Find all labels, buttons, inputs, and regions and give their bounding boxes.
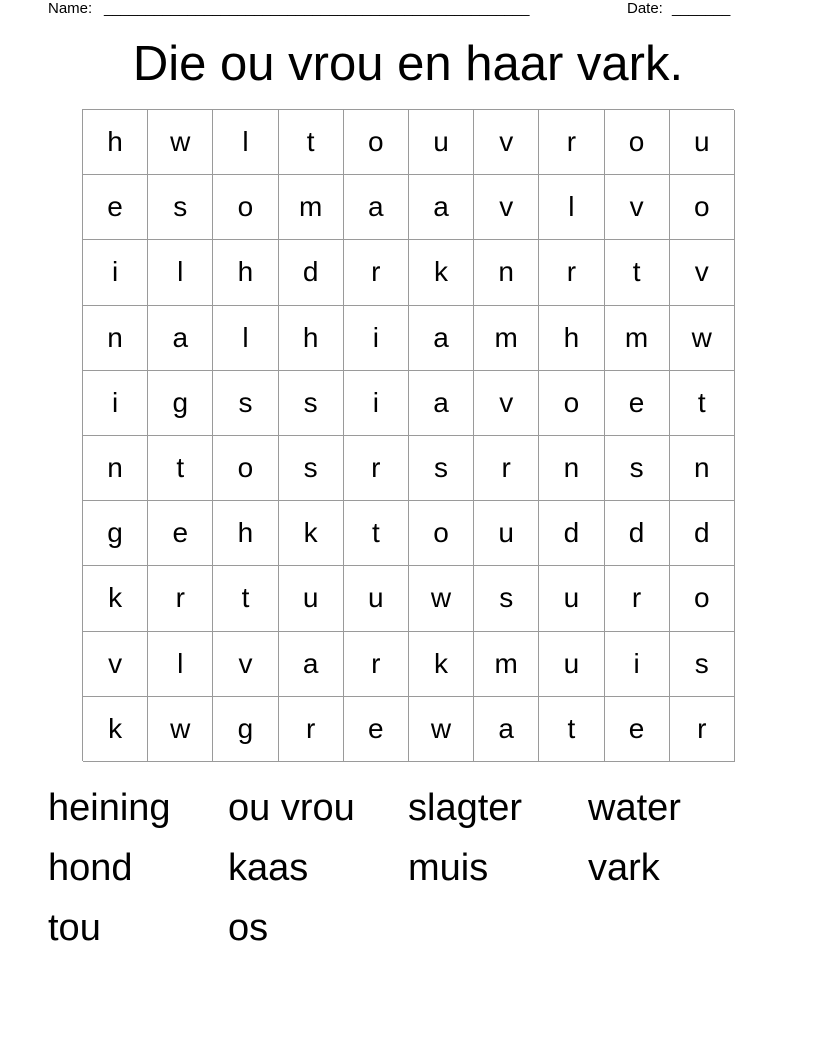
word-list-item: ou vrou (228, 787, 355, 829)
grid-cell[interactable]: s (148, 175, 213, 240)
word-search-grid (82, 109, 734, 761)
grid-cell[interactable]: r (605, 566, 670, 631)
grid-cell[interactable]: l (539, 175, 604, 240)
grid-cell[interactable]: r (344, 240, 409, 305)
grid-cell[interactable]: d (279, 240, 344, 305)
grid-cell[interactable]: e (344, 697, 409, 762)
grid-cell[interactable]: r (148, 566, 213, 631)
grid-cell[interactable]: n (83, 436, 148, 501)
grid-cell[interactable]: a (409, 371, 474, 436)
word-list-item: os (228, 907, 269, 949)
grid-cell[interactable]: g (148, 371, 213, 436)
grid-cell[interactable]: h (279, 306, 344, 371)
grid-cell[interactable]: w (148, 110, 213, 175)
header-line (48, 0, 748, 20)
word-list-item: water (588, 787, 681, 829)
grid-cell[interactable]: e (148, 501, 213, 566)
grid-cell[interactable]: o (670, 566, 735, 631)
grid-cell[interactable]: k (409, 632, 474, 697)
grid-cell[interactable]: h (213, 501, 278, 566)
grid-cell[interactable]: s (213, 371, 278, 436)
date-blank-line[interactable]: _______ (672, 0, 731, 17)
word-list-item: muis (408, 847, 489, 889)
grid-cell[interactable]: t (344, 501, 409, 566)
grid-cell[interactable]: h (539, 306, 604, 371)
grid-cell[interactable]: l (148, 240, 213, 305)
grid-cell[interactable]: l (213, 306, 278, 371)
grid-cell[interactable]: k (83, 566, 148, 631)
grid-cell[interactable]: w (409, 566, 474, 631)
word-list-item: tou (48, 907, 101, 949)
grid-cell[interactable]: v (670, 240, 735, 305)
grid-cell[interactable]: m (474, 632, 539, 697)
grid-cell[interactable]: r (279, 697, 344, 762)
grid-cell[interactable]: v (474, 110, 539, 175)
grid-cell[interactable]: d (670, 501, 735, 566)
grid-cell[interactable]: s (409, 436, 474, 501)
grid-cell[interactable]: i (83, 240, 148, 305)
grid-cell[interactable]: u (474, 501, 539, 566)
grid-cell[interactable]: d (605, 501, 670, 566)
grid-cell[interactable]: m (605, 306, 670, 371)
grid-cell[interactable]: n (670, 436, 735, 501)
grid-cell[interactable]: l (213, 110, 278, 175)
grid-cell[interactable]: n (539, 436, 604, 501)
grid-cell[interactable]: t (670, 371, 735, 436)
page-title: Die ou vrou en haar vark. (132, 37, 684, 91)
grid-cell[interactable]: m (279, 175, 344, 240)
grid-cell[interactable]: t (539, 697, 604, 762)
grid-cell[interactable]: n (474, 240, 539, 305)
word-list-item: slagter (408, 787, 523, 829)
grid-cell[interactable]: w (409, 697, 474, 762)
grid-cell[interactable]: r (344, 632, 409, 697)
grid-cell[interactable]: a (344, 175, 409, 240)
grid-cell[interactable]: w (148, 697, 213, 762)
grid-cell[interactable]: a (474, 697, 539, 762)
grid-cell[interactable]: i (344, 306, 409, 371)
grid-cell[interactable]: h (83, 110, 148, 175)
grid-cell[interactable]: g (213, 697, 278, 762)
grid-cell[interactable]: o (213, 436, 278, 501)
grid-cell[interactable]: u (409, 110, 474, 175)
grid-cell[interactable]: r (344, 436, 409, 501)
grid-cell[interactable]: a (279, 632, 344, 697)
grid-cell[interactable]: m (474, 306, 539, 371)
grid-cell[interactable]: i (83, 371, 148, 436)
grid-cell[interactable]: r (670, 697, 735, 762)
grid-cell[interactable]: u (539, 632, 604, 697)
word-list-item: kaas (228, 847, 309, 889)
word-list-item: hond (48, 847, 133, 889)
grid-cell[interactable]: k (409, 240, 474, 305)
grid-cell[interactable]: e (605, 697, 670, 762)
grid-cell[interactable]: s (279, 371, 344, 436)
grid-cell[interactable]: v (474, 371, 539, 436)
grid-cell[interactable]: v (83, 632, 148, 697)
grid-cell[interactable]: v (213, 632, 278, 697)
grid-cell[interactable]: o (409, 501, 474, 566)
grid-cell[interactable]: k (279, 501, 344, 566)
grid-cell[interactable]: o (539, 371, 604, 436)
name-label: Name: (48, 0, 93, 17)
grid-cell[interactable]: t (148, 436, 213, 501)
grid-cell[interactable]: o (670, 175, 735, 240)
grid-cell[interactable]: o (344, 110, 409, 175)
grid-cell[interactable]: t (605, 240, 670, 305)
grid-cell[interactable]: r (539, 110, 604, 175)
grid-cell[interactable]: s (474, 566, 539, 631)
grid-cell[interactable]: s (605, 436, 670, 501)
grid-cell[interactable]: k (83, 697, 148, 762)
grid-cell[interactable]: t (279, 110, 344, 175)
word-list-item: vark (588, 847, 660, 889)
word-list (48, 784, 768, 964)
grid-cell[interactable]: a (409, 306, 474, 371)
word-list-item: heining (48, 787, 171, 829)
grid-cell[interactable]: a (409, 175, 474, 240)
grid-cell[interactable]: u (670, 110, 735, 175)
grid-cell[interactable]: g (83, 501, 148, 566)
grid-cell[interactable]: s (279, 436, 344, 501)
grid-cell[interactable]: r (539, 240, 604, 305)
grid-cell[interactable]: s (670, 632, 735, 697)
grid-cell[interactable]: a (148, 306, 213, 371)
grid-cell[interactable]: v (474, 175, 539, 240)
grid-cell[interactable]: u (539, 566, 604, 631)
grid-cell[interactable]: n (83, 306, 148, 371)
grid-cell[interactable]: u (279, 566, 344, 631)
grid-cell[interactable]: u (344, 566, 409, 631)
grid-cell[interactable]: o (605, 110, 670, 175)
name-blank-line[interactable]: ___________________________________________________ (104, 0, 530, 17)
grid-cell[interactable]: w (670, 306, 735, 371)
grid-cell[interactable]: e (83, 175, 148, 240)
grid-cell[interactable]: e (605, 371, 670, 436)
grid-cell[interactable]: l (148, 632, 213, 697)
grid-cell[interactable]: o (213, 175, 278, 240)
grid-cell[interactable]: h (213, 240, 278, 305)
grid-cell[interactable]: i (344, 371, 409, 436)
grid-cell[interactable]: r (474, 436, 539, 501)
grid-cell[interactable]: t (213, 566, 278, 631)
grid-cell[interactable]: d (539, 501, 604, 566)
grid-cell[interactable]: i (605, 632, 670, 697)
grid-cell[interactable]: v (605, 175, 670, 240)
date-label: Date: (627, 0, 663, 17)
